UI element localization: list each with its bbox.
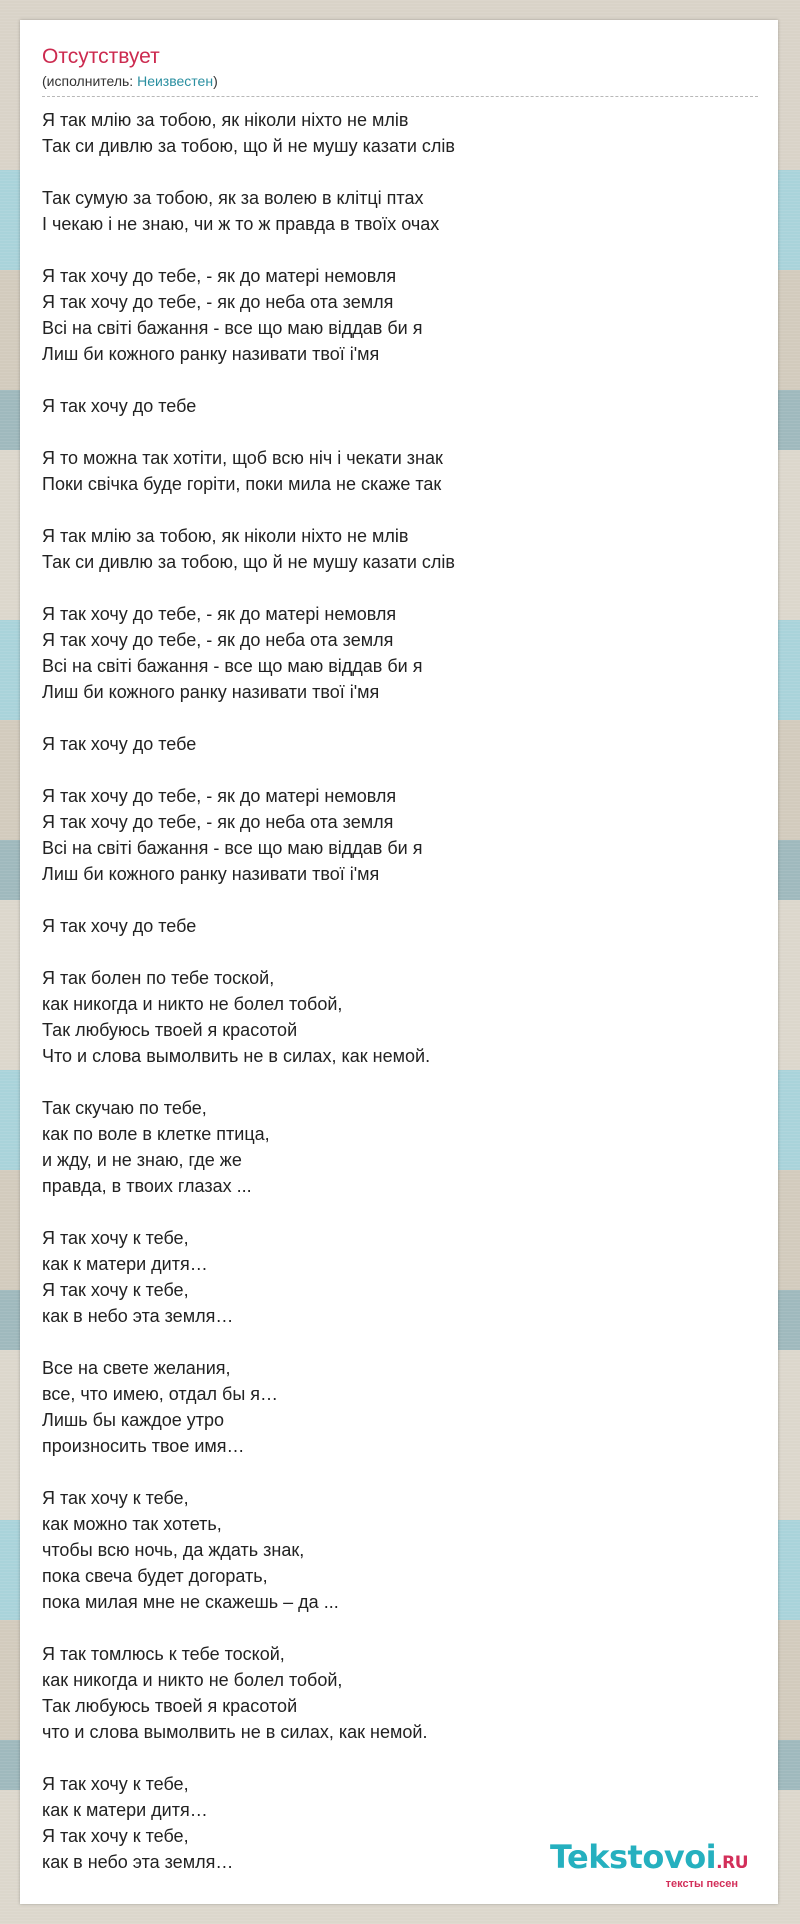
logo-tagline: тексты песен — [665, 1878, 738, 1890]
artist-link[interactable]: Неизвестен — [137, 73, 214, 89]
artist-line — [42, 72, 758, 97]
logo-main-text: Tekstovoi — [549, 1838, 717, 1876]
lyrics-card — [20, 20, 778, 1904]
artist-suffix: ) — [213, 73, 218, 89]
site-logo[interactable] — [550, 1840, 748, 1890]
artist-prefix: (исполнитель: — [42, 73, 138, 89]
logo-wordmark — [550, 1840, 748, 1880]
logo-tld: .RU — [716, 1853, 748, 1873]
song-title: Отсутствует — [42, 45, 160, 68]
lyrics-text: Я так млію за тобою, як ніколи ніхто не млів Так си дивлю за тобою, що й не мушу казати слів Так сумую за тобою, як за волею в клітці птах І чекаю і не знаю, чи ж то ж правда в твоїх очах Я так хочу до тебе, - як до матері немовля Я так хочу до тебе, - як до неба ота земля Всі на світі бажання - все що маю віддав би я Лиш би кожного ранку називати твої і'мя Я так хочу до тебе Я то можна так хотіти, щоб всю ніч і чекати знак Поки свічка буде горіти, поки мила не скаже так Я так млію за тобою, як ніколи ніхто не млів Так си дивлю за тобою, що й не мушу казати слів Я так хочу до тебе, - як до матері немовля Я так хочу до тебе, - як до неба ота земля Всі на світі бажання - все що маю віддав би я Лиш би кожного ранку називати твої і'мя Я так хочу до тебе Я так хочу до тебе, - як до матері немовля Я так хочу до тебе, - як до неба ота земля Всі на світі бажання - все що маю віддав би я Лиш би кожного ранку називати твої і'мя Я так хочу до тебе Я так болен по тебе тоской, как никогда и никто не болел тобой, Так любуюсь твоей я красотой Что и слова вымолвить не в силах, как немой. Так скучаю по тебе, как по воле в клетке птица, и жду, и не знаю, где же правда, в твоих глазах ... Я так хочу к тебе, как к матери дитя… Я так хочу к тебе, как в небо эта земля… Все на свете желания, все, что имею, отдал бы я… Лишь бы каждое утро произносить твое имя… Я так хочу к тебе, как можно так хотеть, чтобы всю ночь, да ждать знак, пока свеча будет догорать, пока милая мне не скажешь – да ... Я так томлюсь к тебе тоской, как никогда и никто не болел тобой, Так любуюсь твоей я красотой что и слова вымолвить не в силах, как немой. Я так хочу к тебе, как к матери дитя… Я так хочу к тебе, как в небо эта земля… — [42, 110, 455, 1872]
